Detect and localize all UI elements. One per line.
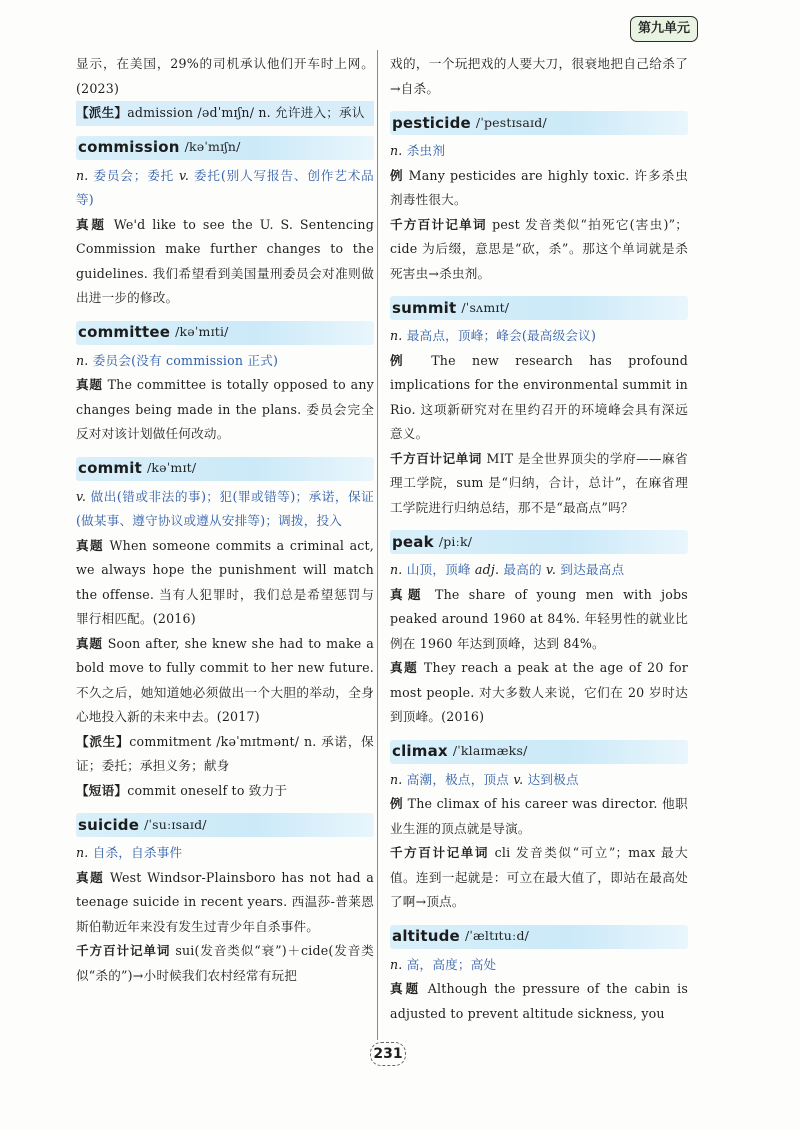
entry-header-suicide [76,813,374,837]
definition: n. 杀虫剂 [390,143,446,158]
definition: n. 自杀，自杀事件 [76,845,183,860]
example: 真题 Soon after, she knew she had to make a bold move to fully commit to her new future. 不久之后，她知道她必须做出一个大胆的举动，全身心地投入新的未来中去。(2017) [76,635,374,724]
derivative-tag: 【派生】 [76,105,128,120]
example: 真题 West Windsor-Plainsboro has not had a teenage suicide in recent years. 西温莎-普莱恩斯伯勒近年来没有发生过青少年自杀事件。 [76,869,374,934]
phonetic: /ˈsʌmɪt/ [461,299,510,315]
memory-tip: 千方百计记单词 sui(发音类似“衰”)＋cide(发音类似“杀的”)→小时候我们农村经常有玩把 [76,943,375,983]
memory-tip: 千方百计记单词 pest 发音类似“拍死它(害虫)”；cide 为后缀，意思是“砍，杀”。那这个单词就是杀死害虫→杀虫剂。 [390,216,689,281]
phonetic: /ˈsuːɪsaɪd/ [144,816,207,832]
headword: climax [392,742,448,761]
entry-header-altitude [390,925,688,949]
definition: n. 山顶，顶峰 adj. 最高的 v. 到达最高点 [390,562,625,577]
entry-header-peak [390,530,688,554]
derivative-line: 【派生】commitment /kəˈmɪtmənt/ n. 承诺，保证；委托；承担义务；献身 [76,733,374,773]
phonetic: /ˈæltɪtuːd/ [464,928,530,944]
phonetic: /kəˈmɪʃn/ [184,139,241,155]
headword: summit [392,298,457,317]
phrase-line: 【短语】commit oneself to 致力于 [76,782,288,798]
right-column [390,52,688,1026]
definition: n. 高，高度；高处 [390,956,497,972]
definition: n. 最高点，顶峰；峰会(最高级会议) [390,328,597,343]
phonetic: /piːk/ [438,533,473,549]
headword: commission [78,138,180,157]
headword: suicide [78,815,140,834]
example: 真题 When someone commits a criminal act, we always hope the punishment will match the offense. 当有人犯罪时，我们总是希望惩罚与罪行相匹配。(2016) [76,537,374,626]
memory-tip: 千方百计记单词 cli 发音类似“可立”；max 最大值。连到一起就是：可立在最大值了，即站在最高处了啊→顶点。 [390,845,688,909]
phonetic: /kəˈmɪti/ [175,324,229,340]
example: 真题 The share of young men with jobs peaked around 1960 at 84%. 年轻男性的就业比例在 1960 年达到顶峰，达到 84%。 [390,586,688,651]
left-column [76,52,374,988]
example: 真题 We'd like to see the U. S. Sentencing Commission make further changes to the guidelines. 我们希望看到美国量刑委员会对准则做出进一步的修改。 [76,216,374,305]
entry-header-climax [390,740,688,764]
entry-header-commit [76,457,374,481]
headword: commit [78,459,142,478]
example: 例 The new research has profound implications for the environmental summit in Rio. 这项新研究对在里约召开的环境峰会具有深远意义。 [390,352,688,441]
phonetic: /ˈpestɪsaɪd/ [475,114,547,130]
unit-badge: 第九单元 [630,16,698,42]
memory-tip: 千方百计记单词 MIT 是全世界顶尖的学府——麻省理工学院，sum 是“归纳，合计，总计”，在麻省理工学院进行归纳总结，那不是“最高点”吗？ [390,450,688,515]
example: 真题 The committee is totally opposed to any changes being made in the plans. 委员会完全反对对该计划做任何改动。 [76,377,374,441]
phonetic: /ˈklaɪmæks/ [452,743,528,759]
headword: committee [78,323,171,342]
derivative-line [76,101,374,126]
column-divider [377,50,378,1040]
example: 例 Many pesticides are highly toxic. 许多杀虫剂毒性很大。 [390,167,688,207]
entry-header-summit [390,296,688,320]
example: 例 The climax of his career was director. 他职业生涯的顶点就是导演。 [390,796,688,836]
definition: v. 做出(错或非法的事)；犯(罪或错等)；承诺，保证(做某事、遵守协议或遵从安排等)；调拨，投入 [76,488,374,528]
definition: n. 委员会(没有 commission 正式) [76,352,279,368]
continued-text: 显示，在美国，29%的司机承认他们开车时上网。(2023) [76,56,374,96]
page-number: 231 [370,1042,406,1066]
headword: peak [392,532,434,551]
derivative-text: admission /ədˈmɪʃn/ n. 允许进入；承认 [127,105,365,120]
entry-header-commission [76,136,374,160]
headword: altitude [392,927,460,946]
headword: pesticide [392,113,471,132]
phonetic: /kəˈmɪt/ [146,460,197,476]
example: 真题 They reach a peak at the age of 20 for most people. 对大多数人来说，它们在 20 岁时达到顶峰。(2016) [390,660,688,724]
continued-text: 戏的，一个玩把戏的人要大刀，很衰地把自己给杀了→自杀。 [390,56,688,96]
entry-header-committee [76,321,374,345]
definition: n. 委员会；委托 v. 委托(别人写报告、创作艺术品等) [76,167,374,207]
entry-header-pesticide [390,111,688,135]
definition: n. 高潮，极点，顶点 v. 达到极点 [390,771,579,787]
example: 真题 Although the pressure of the cabin is adjusted to prevent altitude sickness, you [390,981,688,1021]
